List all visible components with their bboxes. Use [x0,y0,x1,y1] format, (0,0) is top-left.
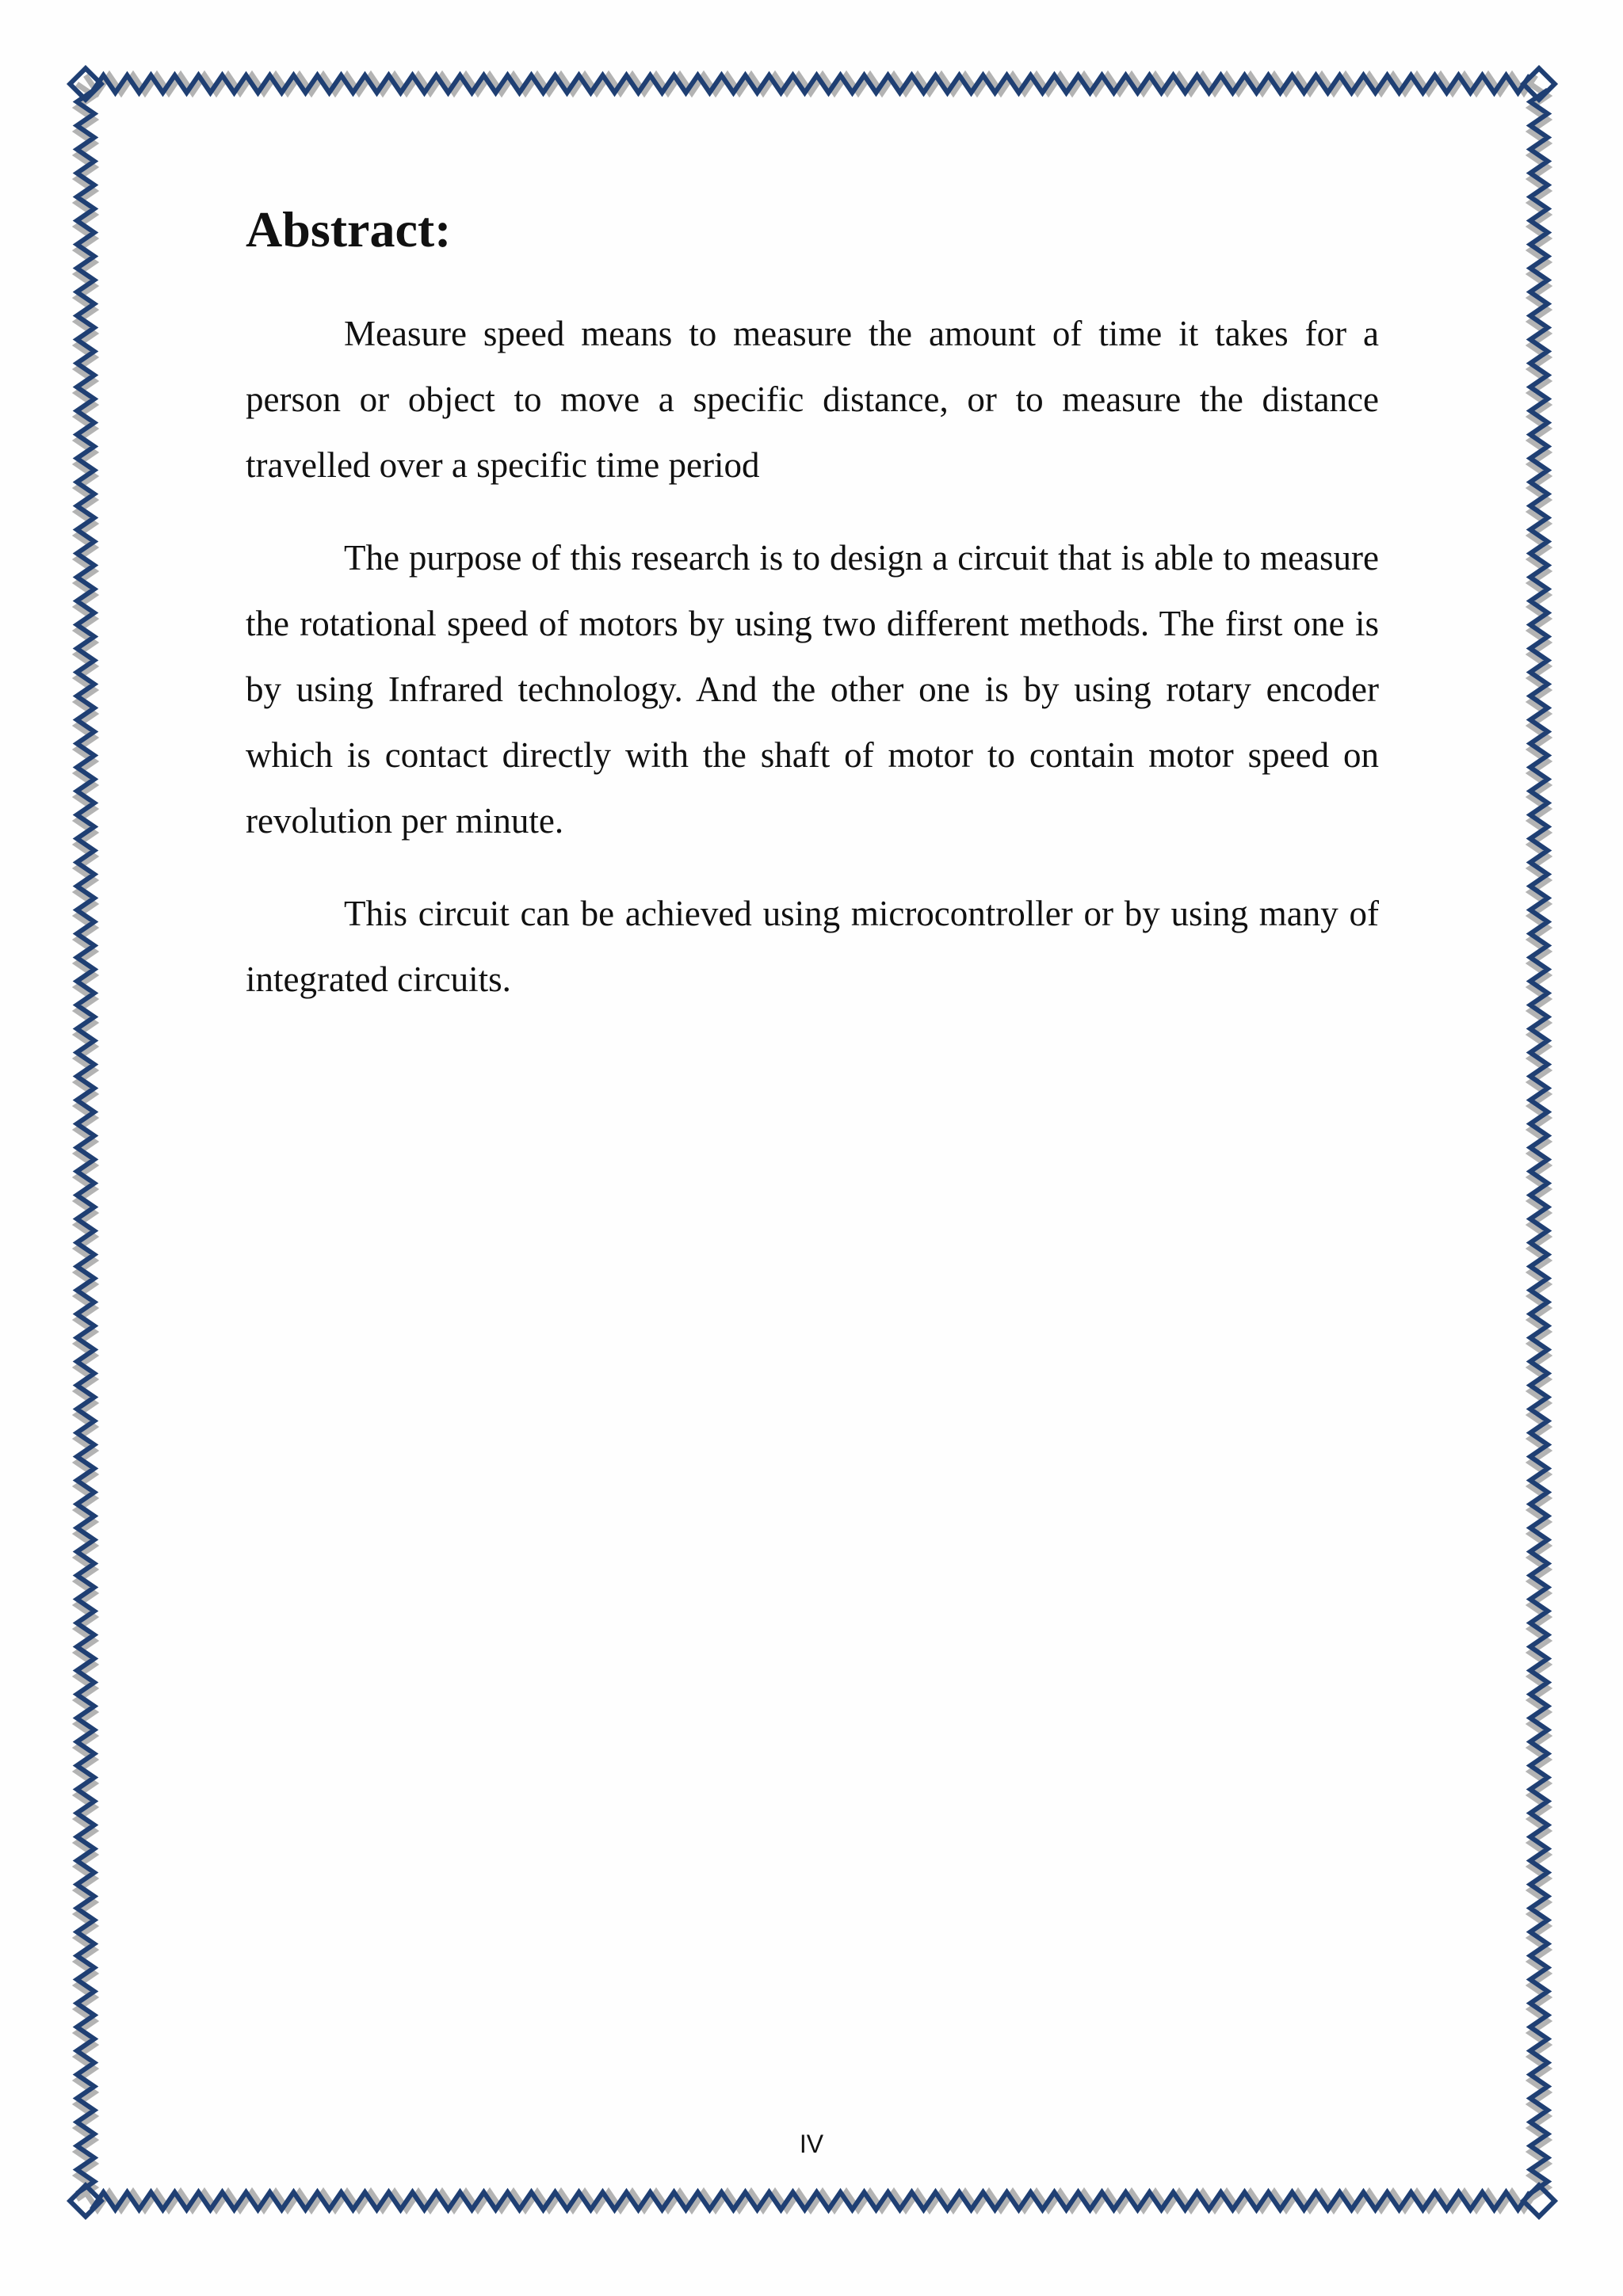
border-bottom-grey [86,2192,1536,2210]
border-left-grey [77,84,94,2199]
abstract-paragraph-3: This circuit can be achieved using microcontroller or by using many of integrated circuits. [246,894,1379,999]
abstract-paragraph-1: Measure speed means to measure the amount of time it takes for a person or object to move a specific distance, or to measure the distance travelled over a specific time period [246,314,1379,485]
border-corner-0 [70,68,101,100]
border-corner-2 [70,2185,101,2217]
page-number: IV [799,2130,824,2158]
document-body [246,198,1379,1039]
border-right-blue [1530,90,1548,2194]
border-left-blue [77,90,94,2194]
border-corner-3 [1523,2185,1555,2217]
border-right-grey [1530,84,1548,2199]
border-bottom-blue [92,2192,1530,2210]
abstract-heading: Abstract: [246,201,452,257]
border-top-blue [92,75,1530,93]
border-top-grey [86,75,1536,93]
border-corner-1 [1523,68,1555,100]
abstract-paragraph-2: The purpose of this research is to design a circuit that is able to measure the rotational speed of motors by using two different methods. The first one is by using Infrared technology. And the other one is by using rotary encoder which is contact directly with the shaft of motor to contain motor speed on revolution per minute. [246,538,1379,841]
